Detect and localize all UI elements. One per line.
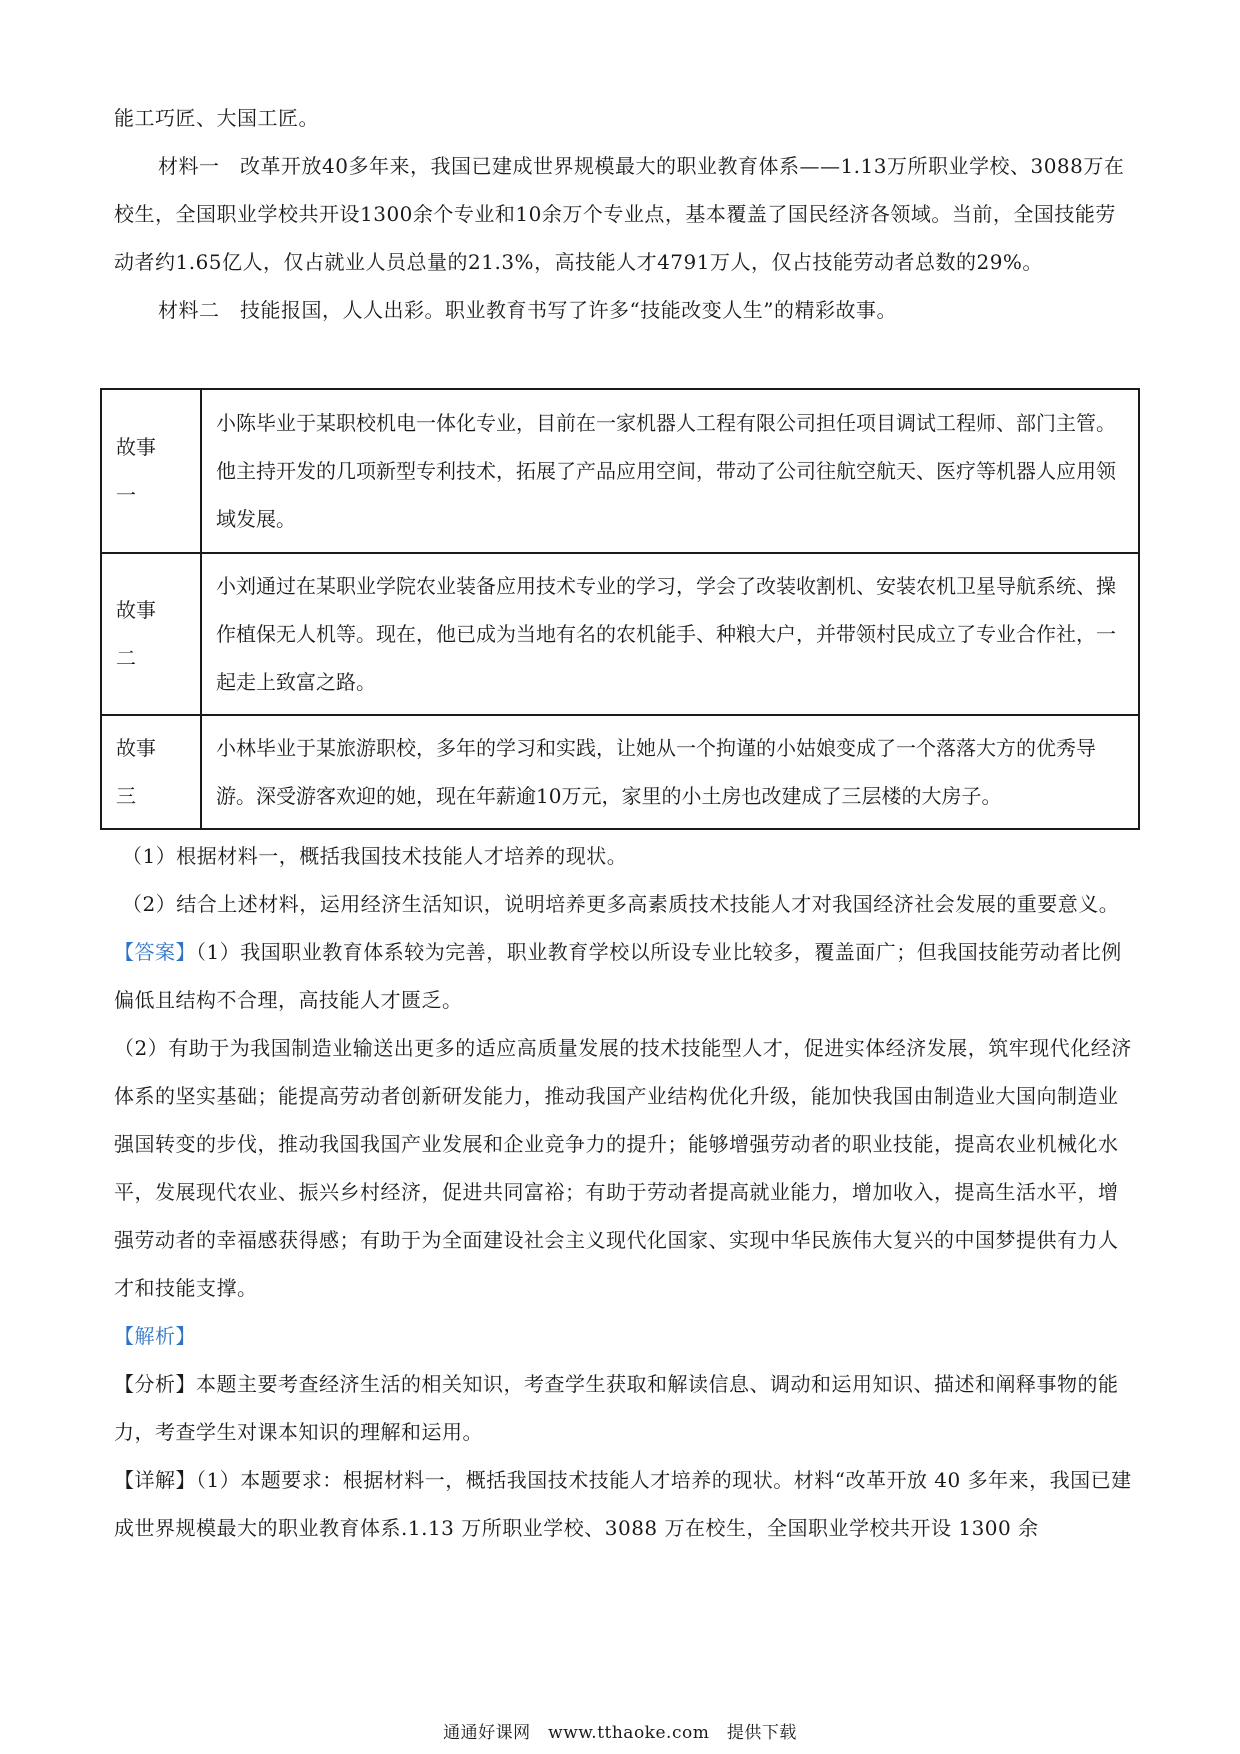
top-text-block [114, 94, 1134, 334]
stories-table [100, 388, 1140, 830]
analysis-prefix: 【分析】 [114, 1372, 196, 1396]
story-label-number: 二 [116, 646, 136, 670]
material-two: 材料二 技能报国，人人出彩。职业教育书写了许多“技能改变人生”的精彩故事。 [158, 298, 897, 322]
analysis-paragraph [114, 1360, 1134, 1456]
question-one: （1）根据材料一，概括我国技术技能人才培养的现状。 [122, 844, 628, 868]
answer-one-text: （1）我国职业教育体系较为完善，职业教育学校以所设专业比较多，覆盖面广；但我国技能劳动者比例偏低且结构不合理，高技能人才匮乏。 [114, 940, 1122, 1012]
story-label-number: 三 [116, 784, 136, 808]
answer-label: 【答案】 [114, 940, 196, 964]
story-text: 小陈毕业于某职校机电一体化专业，目前在一家机器人工程有限公司担任项目调试工程师、部门主管。他主持开发的几项新型专利技术，拓展了产品应用空间，带动了公司往航空航天、医疗等机器人应用领域发展。 [201, 389, 1139, 553]
analysis-text: 本题主要考查经济生活的相关知识，考查学生获取和解读信息、调动和运用知识、描述和阐释事物的能力，考查学生对课本知识的理解和运用。 [114, 1372, 1119, 1444]
table-row [101, 389, 1139, 553]
story-text: 小林毕业于某旅游职校，多年的学习和实践，让她从一个拘谨的小姑娘变成了一个落落大方的优秀导游。深受游客欢迎的她，现在年薪逾10万元，家里的小土房也改建成了三层楼的大房子。 [201, 715, 1139, 829]
analysis-label: 【解析】 [114, 1324, 196, 1348]
material-one: 材料一 改革开放40多年来，我国已建成世界规模最大的职业教育体系——1.13万所职业学校、3088万在校生，全国职业学校共开设1300余个专业和10余万个专业点，基本覆盖了国民经济各领域。当前，全国技能劳动者约1.65亿人，仅占就业人员总量的21.3%，高技能人才4791万人，仅占技能劳动者总数的29%。 [114, 154, 1125, 274]
answer-one [114, 928, 1134, 1024]
table-row [101, 553, 1139, 715]
story-label-line: 故事 [116, 598, 156, 622]
answer-two: （2）有助于为我国制造业输送出更多的适应高质量发展的技术技能型人才，促进实体经济发展，筑牢现代化经济体系的坚实基础；能提高劳动者创新研发能力，推动我国产业结构优化升级，能加快我国由制造业大国向制造业强国转变的步伐，推动我国我国产业发展和企业竞争力的提升；能够增强劳动者的职业技能，提高农业机械化水平，发展现代农业、振兴乡村经济，促进共同富裕；有助于劳动者提高就业能力，增加收入，提高生活水平，增强劳动者的幸福感获得感；有助于为全面建设社会主义现代化国家、实现中华民族伟大复兴的中国梦提供有力人才和技能支撑。 [114, 1036, 1132, 1300]
story-label [101, 553, 201, 715]
detail-text: （1）本题要求：根据材料一，概括我国技术技能人才培养的现状。材料“改革开放 40 多年来，我国已建成世界规模最大的职业教育体系.1.13 万所职业学校、3088 万在校生，全国职业学校共开设 1300 余 [114, 1468, 1132, 1540]
story-label-line: 故事 [116, 736, 156, 760]
story-text: 小刘通过在某职业学院农业装备应用技术专业的学习，学会了改装收割机、安装农机卫星导航系统、操作植保无人机等。现在，他已成为当地有名的农机能手、种粮大户，并带领村民成立了专业合作社，一起走上致富之路。 [201, 553, 1139, 715]
table-row [101, 715, 1139, 829]
page-footer: 通通好课网 www.tthaoke.com 提供下载 [443, 1723, 797, 1743]
detail-prefix: 【详解】 [114, 1468, 196, 1492]
qa-text-block [114, 832, 1134, 1552]
detail-paragraph [114, 1456, 1134, 1552]
story-label [101, 715, 201, 829]
intro-line: 能工巧匠、大国工匠。 [114, 106, 319, 130]
story-label-number: 一 [116, 483, 136, 507]
question-two: （2）结合上述材料，运用经济生活知识，说明培养更多高素质技术技能人才对我国经济社会发展的重要意义。 [122, 892, 1120, 916]
story-label [101, 389, 201, 553]
story-label-line: 故事 [116, 435, 156, 459]
